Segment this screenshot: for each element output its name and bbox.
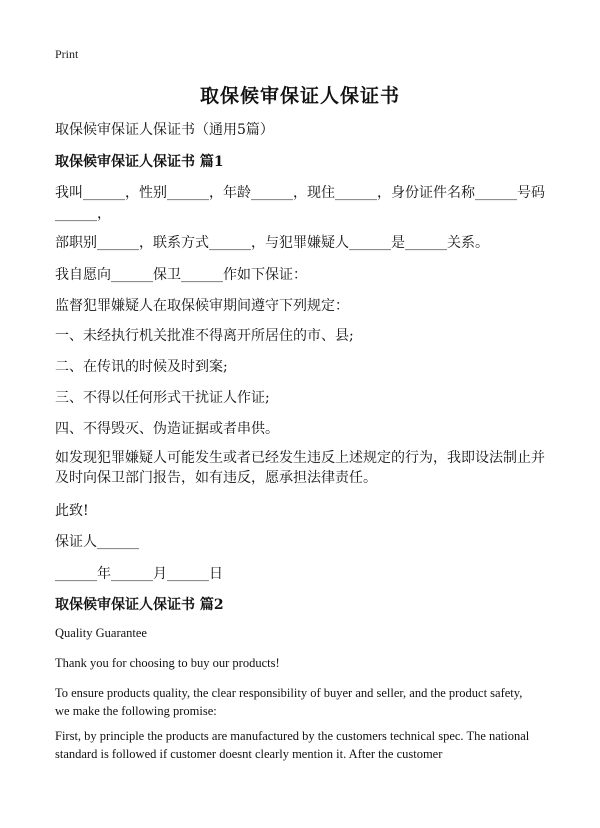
first-principle-paragraph: First, by principle the products are manufactured by the customers technical spec. The national standard is followed if customer doesnt clearly mention it. After the customer (55, 729, 530, 761)
quality-guarantee-title: Quality Guarantee (55, 626, 147, 640)
voluntary-statement: 我自愿向______保卫______作如下保证： (55, 267, 307, 283)
section-heading-1: 取保候审保证人保证书 篇1 (55, 154, 224, 170)
thank-you-line: Thank you for choosing to buy our products! (55, 656, 280, 670)
rule-item-4: 四、不得毁灭、伪造证据或者串供。 (55, 421, 279, 437)
personal-info-line-cont: ______， (55, 206, 111, 222)
violation-paragraph: 如发现犯罪嫌疑人可能发生或者已经发生违反上述规定的行为，我即设法制止并及时向保卫部门报告，如有违反，愿承担法律责任。 (55, 450, 545, 486)
supervision-statement: 监督犯罪嫌疑人在取保候审期间遵守下列规定： (55, 298, 349, 314)
department-contact-line: 部职别______，联系方式______，与犯罪嫌疑人______是______关系。 (55, 235, 489, 251)
document-subtitle: 取保候审保证人保证书（通用5篇） (55, 122, 274, 138)
rule-item-3: 三、不得以任何形式干扰证人作证; (55, 390, 270, 406)
print-link[interactable]: Print (55, 47, 79, 61)
rule-item-1: 一、未经执行机关批准不得离开所居住的市、县; (55, 328, 354, 344)
personal-info-line: 我叫______，性别______，年龄______，现住______，身份证件名称______号码 (55, 185, 545, 201)
section-heading-2: 取保候审保证人保证书 篇2 (55, 597, 224, 613)
guarantor-signature-line: 保证人______ (55, 534, 139, 550)
closing-salutation: 此致! (55, 503, 89, 519)
promise-paragraph: To ensure products quality, the clear responsibility of buyer and seller, and the product safety, we make the following promise: (55, 686, 523, 718)
page-title: 取保候审保证人保证书 (199, 85, 400, 107)
rule-item-2: 二、在传讯的时候及时到案; (55, 359, 228, 375)
date-line: ______年______月______日 (55, 566, 223, 582)
